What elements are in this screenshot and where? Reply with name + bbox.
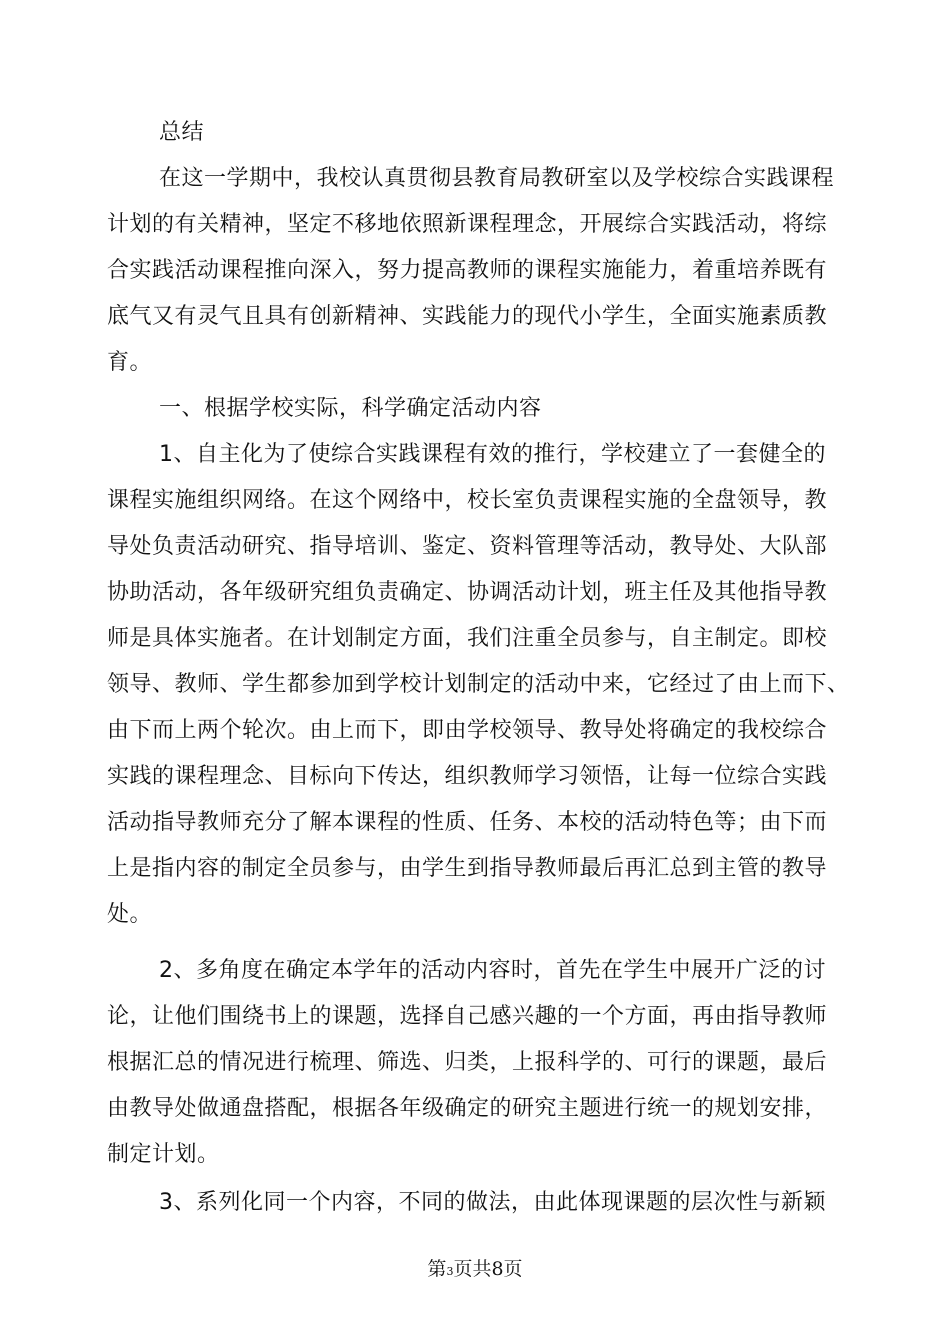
paragraph-line: 由下而上两个轮次。由上而下，即由学校领导、教导处将确定的我校综合 xyxy=(107,718,828,743)
paragraph-line: 育。 xyxy=(107,350,153,375)
paragraph-line: 合实践活动课程推向深入，努力提高教师的课程实施能力，着重培养既有 xyxy=(107,258,828,283)
paragraph-line: 实践的课程理念、目标向下传达，组织教师学习领悟，让每一位综合实践 xyxy=(107,764,828,789)
paragraph-line: 1、自主化为了使综合实践课程有效的推行，学校建立了一套健全的 xyxy=(159,442,826,467)
paragraph-line: 课程实施组织网络。在这个网络中，校长室负责课程实施的全盘领导，教 xyxy=(107,488,828,513)
paragraph-line: 由教导处做通盘搭配，根据各年级确定的研究主题进行统一的规划安排， xyxy=(107,1096,828,1121)
footer-middle: 页共 xyxy=(453,1258,492,1280)
paragraph-line: 计划的有关精神，坚定不移地依照新课程理念，开展综合实践活动，将综 xyxy=(107,212,828,237)
paragraph-line: 活动指导教师充分了解本课程的性质、任务、本校的活动特色等；由下而 xyxy=(107,810,828,835)
section-heading: 一、根据学校实际，科学确定活动内容 xyxy=(159,396,542,421)
footer-suffix: 页 xyxy=(503,1258,523,1280)
footer-total-pages: 8 xyxy=(491,1258,504,1280)
paragraph-line: 师是具体实施者。在计划制定方面，我们注重全员参与，自主制定。即校 xyxy=(107,626,828,651)
paragraph-line: 论，让他们围绕书上的课题，选择自己感兴趣的一个方面，再由指导教师 xyxy=(107,1004,828,1029)
footer-prefix: 第 xyxy=(427,1258,447,1280)
paragraph-line: 2、多角度在确定本学年的活动内容时，首先在学生中展开广泛的讨 xyxy=(159,958,826,983)
paragraph-line: 底气又有灵气且具有创新精神、实践能力的现代小学生，全面实施素质教 xyxy=(107,304,828,329)
document-heading: 总结 xyxy=(159,120,205,145)
paragraph-line: 领导、教师、学生都参加到学校计划制定的活动中来，它经过了由上而下、 xyxy=(107,672,850,697)
paragraph-line: 导处负责活动研究、指导培训、鉴定、资料管理等活动，教导处、大队部 xyxy=(107,534,828,559)
paragraph-line: 3、系列化同一个内容，不同的做法，由此体现课题的层次性与新颖 xyxy=(159,1190,826,1215)
page-footer xyxy=(0,1256,950,1285)
footer-page-number: 3 xyxy=(446,1265,454,1278)
paragraph-line: 根据汇总的情况进行梳理、筛选、归类，上报科学的、可行的课题，最后 xyxy=(107,1050,828,1075)
paragraph-line: 制定计划。 xyxy=(107,1142,220,1167)
paragraph-line: 协助活动，各年级研究组负责确定、协调活动计划，班主任及其他指导教 xyxy=(107,580,828,605)
paragraph-line: 上是指内容的制定全员参与，由学生到指导教师最后再汇总到主管的教导 xyxy=(107,856,828,881)
paragraph-line: 在这一学期中，我校认真贯彻县教育局教研室以及学校综合实践课程 xyxy=(159,166,835,191)
paragraph-line: 处。 xyxy=(107,902,153,927)
